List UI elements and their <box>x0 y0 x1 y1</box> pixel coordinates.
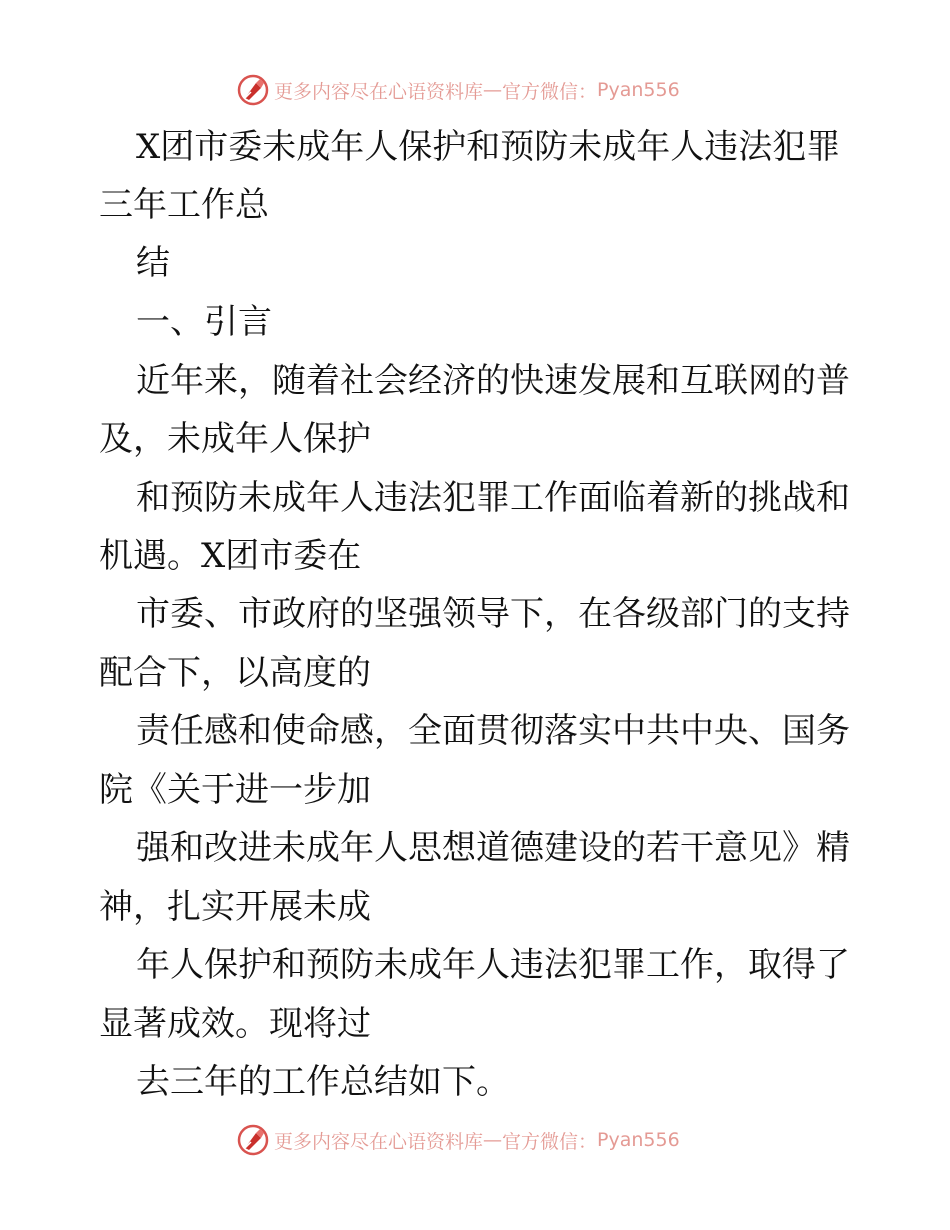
watermark-dash: — <box>483 1129 503 1151</box>
watermark-brand: 更多内容尽在心语资料库 <box>274 1130 484 1153</box>
section-heading: 一、引言 <box>136 302 272 342</box>
paragraph-line: 市委、市政府的坚强领导下，在各级部门的支持 <box>136 594 850 634</box>
paragraph-line: 和预防未成年人违法犯罪工作面临着新的挑战和 <box>136 478 850 518</box>
paragraph-line: 责任感和使命感，全面贯彻落实中共中央、国务 <box>136 711 850 751</box>
paragraph-line: 强和改进未成年人思想道德建设的若干意见》精 <box>136 828 850 868</box>
watermark-brand: 更多内容尽在心语资料库 <box>274 80 484 103</box>
paragraph-line: 及，未成年人保护 <box>99 419 371 459</box>
watermark-label: 官方微信： <box>502 1130 598 1153</box>
paragraph-line: 近年来，随着社会经济的快速发展和互联网的普 <box>136 361 850 401</box>
title-line-3: 结 <box>136 243 170 283</box>
pen-nib-logo-icon <box>236 1123 270 1157</box>
title-line-1: X团市委未成年人保护和预防未成年人违法犯罪 <box>136 127 841 167</box>
paragraph-line: 神，扎实开展未成 <box>99 887 371 927</box>
title-line-2: 三年工作总 <box>99 185 269 225</box>
watermark-id: Pyan556 <box>597 1129 680 1151</box>
paragraph-line: 去三年的工作总结如下。 <box>136 1062 510 1102</box>
paragraph-line: 显著成效。现将过 <box>99 1004 371 1044</box>
watermark-dash: — <box>483 79 503 101</box>
watermark-id: Pyan556 <box>597 79 680 101</box>
paragraph-line: 院《关于进一步加 <box>99 770 371 810</box>
watermark-label: 官方微信： <box>502 80 598 103</box>
paragraph-line: 机遇。X团市委在 <box>99 536 362 576</box>
watermark-footer <box>236 1122 680 1158</box>
watermark-header <box>236 72 680 108</box>
paragraph-line: 配合下，以高度的 <box>99 653 371 693</box>
pen-nib-logo-icon <box>236 73 270 107</box>
paragraph-line: 年人保护和预防未成年人违法犯罪工作，取得了 <box>136 945 850 985</box>
